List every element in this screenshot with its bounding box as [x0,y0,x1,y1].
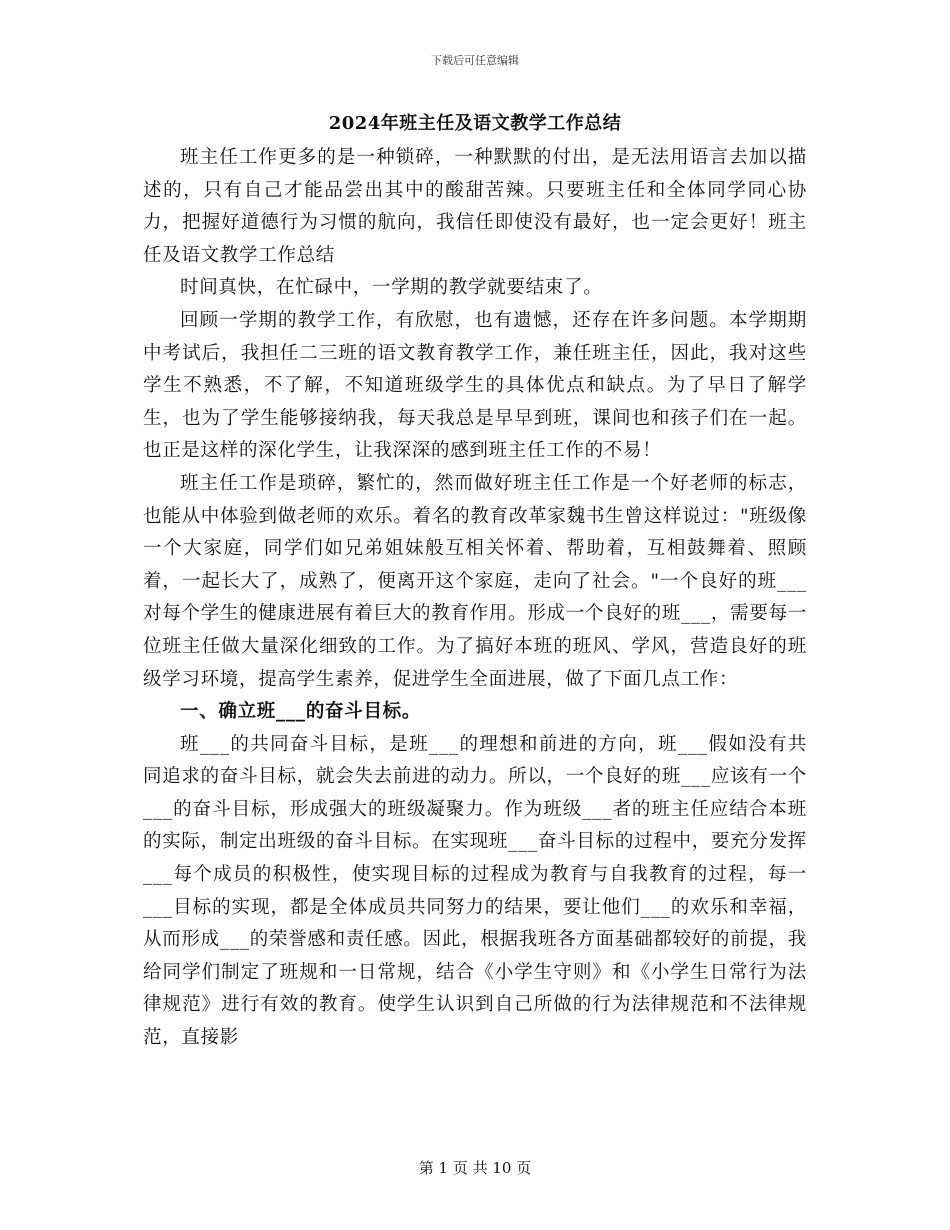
page-header-note: 下载后可任意编辑 [431,54,519,67]
document-title: 2024年班主任及语文教学工作总结 [328,113,622,134]
paragraph-class-work: 班主任工作是琐碎，繁忙的，然而做好班主任工作是一个好老师的标志，也能从中体验到做老师的欢乐。着名的教育改革家魏书生曾这样说过："班级像一个大家庭，同学们如兄弟姐妹般互相关怀着、帮助着，互相鼓舞着、照顾着，一起长大了，成熟了，便离开这个家庭，走向了社会。"一个良好的班___对每个学生的健康进展有着巨大的教育作用。形成一个良好的班___，需要每一位班主任做大量深化细致的工作。为了搞好本班的班风、学风，营造良好的班级学习环境，提高学生素养，促进学生全面进展，做了下面几点工作： [143,472,807,690]
page-number: 第 1 页 共 10 页 [418,1159,532,1177]
document-body [143,142,807,1055]
paragraph-review: 回顾一学期的教学工作，有欣慰，也有遗憾，还存在许多问题。本学期期中考试后，我担任二三班的语文教育教学工作，兼任班主任，因此，我对这些学生不熟悉，不了解，不知道班级学生的具体优点和缺点。为了早日了解学生，也为了学生能够接纳我，每天我总是早早到班，课间也和孩子们在一起。也正是这样的深化学生，让我深深的感到班主任工作的不易！ [143,309,807,462]
paragraph-goal: 班___的共同奋斗目标，是班___的理想和前进的方向，班___假如没有共同追求的奋斗目标，就会失去前进的动力。所以，一个良好的班___应该有一个___的奋斗目标，形成强大的班级凝聚力。作为班级___者的班主任应结合本班的实际，制定出班级的奋斗目标。在实现班___奋斗目标的过程中，要充分发挥___每个成员的积极性，使实现目标的过程成为教育与自我教育的过程，每一___目标的实现，都是全体成员共同努力的结果，要让他们___的欢乐和幸福，从而形成___的荣誉感和责任感。因此，根据我班各方面基础都较好的前提，我给同学们制定了班规和一日常规，结合《小学生守则》和《小学生日常行为法律规范》进行有效的教育。使学生认识到自己所做的行为法律规范和不法律规范，直接影 [143,733,807,1049]
section-heading-1: 一、确立班___的奋斗目标。 [180,701,422,723]
paragraph-intro: 班主任工作更多的是一种锁碎，一种默默的付出，是无法用语言去加以描述的，只有自己才能品尝出其中的酸甜苦辣。只要班主任和全体同学同心协力，把握好道德行为习惯的航向，我信任即使没有最好，也一定会更好！班主任及语文教学工作总结 [143,147,807,266]
paragraph-time: 时间真快，在忙碌中，一学期的教学就要结束了。 [180,277,603,299]
